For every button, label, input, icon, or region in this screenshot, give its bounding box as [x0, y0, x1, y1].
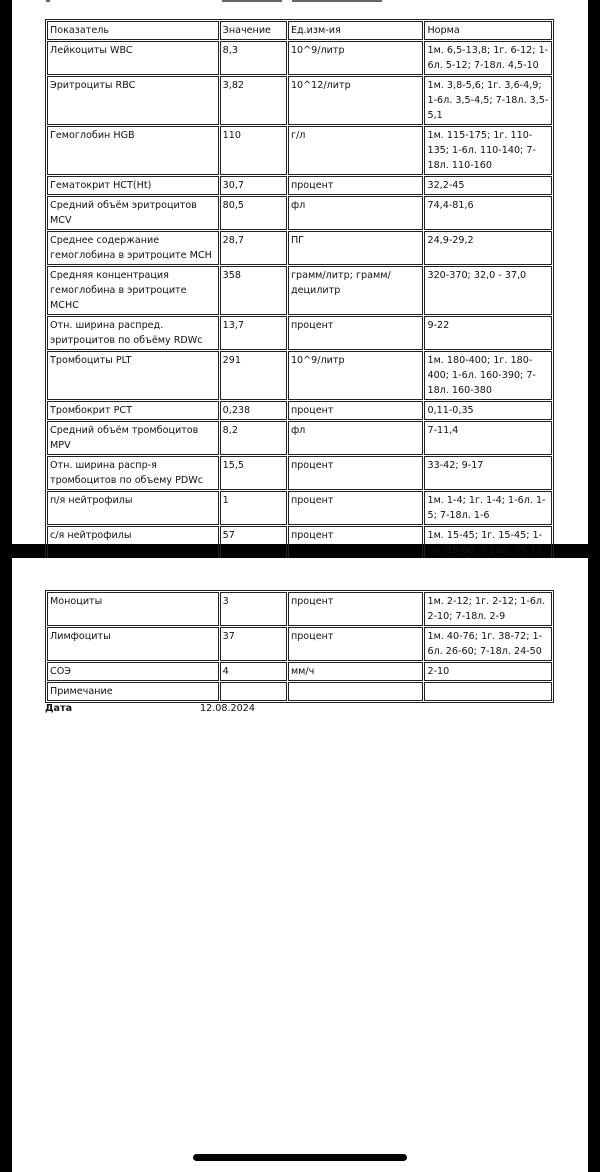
cell-value: 4	[220, 662, 287, 681]
table-row	[47, 41, 552, 75]
cell-indicator: СОЭ	[47, 662, 219, 681]
cell-indicator: Моноциты	[47, 592, 219, 626]
header-indicator: Показатель	[47, 21, 219, 40]
cell-indicator: Лимфоциты	[47, 627, 219, 661]
table-row	[47, 456, 552, 490]
cell-indicator: с/я нейтрофилы	[47, 526, 219, 560]
date-label: Дата	[45, 703, 73, 714]
cell-unit: мм/ч	[288, 662, 424, 681]
table-row	[47, 176, 552, 195]
cell-value: 3	[220, 592, 287, 626]
cell-indicator: Средняя концентрация гемоглобина в эритроците MCHC	[47, 266, 219, 315]
cell-unit: процент	[288, 526, 424, 560]
table-row	[47, 266, 552, 315]
cell-norm: 1м. 2-12; 1г. 2-12; 1-6л. 2-10; 7-18л. 2-9	[424, 592, 552, 626]
date-row	[45, 702, 255, 716]
table-header-row	[47, 21, 552, 40]
cell-norm: 1м. 180-400; 1г. 180-400; 1-6л. 160-390; 7-18л. 160-380	[424, 351, 552, 400]
cut-off-header-text	[12, 0, 588, 6]
cell-unit	[288, 682, 424, 701]
cell-norm: 9-22	[424, 316, 552, 350]
header-norm: Норма	[424, 21, 552, 40]
cell-unit: процент	[288, 316, 424, 350]
home-indicator-bar[interactable]	[193, 1154, 407, 1161]
cell-norm: 320-370; 32,0 - 37,0	[424, 266, 552, 315]
cell-unit: 10^9/литр	[288, 351, 424, 400]
document-page-2	[12, 558, 588, 1172]
cell-value: 0,238	[220, 401, 287, 420]
cell-norm: 24,9-29,2	[424, 231, 552, 265]
table-row	[47, 627, 552, 661]
cell-indicator: Гематокрит HCT(Ht)	[47, 176, 219, 195]
cell-norm: 7-11,4	[424, 421, 552, 455]
cell-value: 57	[220, 526, 287, 560]
cell-indicator: Лейкоциты WBC	[47, 41, 219, 75]
cell-indicator: Отн. ширина распр-я тромбоцитов по объему PDWc	[47, 456, 219, 490]
table-row	[47, 126, 552, 175]
cell-unit: грамм/литр; грамм/децилитр	[288, 266, 424, 315]
cell-indicator: Тромбокрит PCT	[47, 401, 219, 420]
cell-value: 110	[220, 126, 287, 175]
cell-norm: 1м. 3,8-5,6; 1г. 3,6-4,9; 1-6л. 3,5-4,5; 7-18л. 3,5-5,1	[424, 76, 552, 125]
document-page-1	[12, 0, 588, 556]
cell-norm: 0,11-0,35	[424, 401, 552, 420]
table-row	[47, 401, 552, 420]
cell-indicator: Эритроциты RBC	[47, 76, 219, 125]
cell-unit: ПГ	[288, 231, 424, 265]
cell-unit: фл	[288, 421, 424, 455]
table-row	[47, 682, 552, 701]
cell-value: 15,5	[220, 456, 287, 490]
cell-norm: 32,2-45	[424, 176, 552, 195]
table-row	[47, 76, 552, 125]
results-table-body	[47, 21, 552, 595]
cell-norm: 74,4-81,6	[424, 196, 552, 230]
cell-unit: фл	[288, 196, 424, 230]
cell-value: 358	[220, 266, 287, 315]
table-row	[47, 421, 552, 455]
cell-unit: 10^9/литр	[288, 41, 424, 75]
cell-unit: процент	[288, 627, 424, 661]
cell-value: 8,3	[220, 41, 287, 75]
cell-unit: процент	[288, 401, 424, 420]
cell-value: 28,7	[220, 231, 287, 265]
table-row	[47, 231, 552, 265]
header-unit: Ед.изм-ия	[288, 21, 424, 40]
date-value: 12.08.2024	[200, 703, 255, 714]
header-value: Значение	[220, 21, 287, 40]
table-row	[47, 491, 552, 525]
cell-value	[220, 682, 287, 701]
results-table-body-2	[47, 592, 552, 701]
cell-unit: процент	[288, 592, 424, 626]
cell-unit: г/л	[288, 126, 424, 175]
cell-value: 291	[220, 351, 287, 400]
cell-norm: 2-10	[424, 662, 552, 681]
table-row	[47, 316, 552, 350]
table-row	[47, 351, 552, 400]
cell-norm: 33-42; 9-17	[424, 456, 552, 490]
cell-norm: 1м. 115-175; 1г. 110-135; 1-6л. 110-140; 7-18л. 110-160	[424, 126, 552, 175]
cell-norm	[424, 682, 552, 701]
cell-norm: 1м. 6,5-13,8; 1г. 6-12; 1-6л. 5-12; 7-18л. 4,5-10	[424, 41, 552, 75]
cell-value: 30,7	[220, 176, 287, 195]
cell-value: 80,5	[220, 196, 287, 230]
table-row	[47, 662, 552, 681]
table-row	[47, 592, 552, 626]
cell-value: 1	[220, 491, 287, 525]
cell-indicator: Средний объём эритроцитов MCV	[47, 196, 219, 230]
cell-value: 13,7	[220, 316, 287, 350]
table-row	[47, 196, 552, 230]
cell-norm: 1м. 40-76; 1г. 38-72; 1-6л. 26-60; 7-18л. 24-50	[424, 627, 552, 661]
cell-unit: процент	[288, 176, 424, 195]
cell-unit: 10^12/литр	[288, 76, 424, 125]
cell-value: 8,2	[220, 421, 287, 455]
results-table-page-1	[45, 19, 554, 597]
cell-unit: процент	[288, 491, 424, 525]
cell-norm: 1м. 15-45; 1г. 15-45; 1-6л. 25-60; 7-18л. 35-72	[424, 526, 552, 560]
cell-indicator: Среднее содержание гемоглобина в эритроците MCH	[47, 231, 219, 265]
cell-indicator: Тромбоциты PLT	[47, 351, 219, 400]
cell-norm: 1м. 1-4; 1г. 1-4; 1-6л. 1-5; 7-18л. 1-6	[424, 491, 552, 525]
cell-indicator: Примечание	[47, 682, 219, 701]
cell-indicator: Гемоглобин HGB	[47, 126, 219, 175]
cell-unit: процент	[288, 456, 424, 490]
cell-indicator: Средний объём тромбоцитов MPV	[47, 421, 219, 455]
cell-value: 3,82	[220, 76, 287, 125]
cell-indicator: Отн. ширина распред. эритроцитов по объёму RDWc	[47, 316, 219, 350]
cell-indicator: п/я нейтрофилы	[47, 491, 219, 525]
results-table-page-2	[45, 590, 554, 703]
table-row	[47, 526, 552, 560]
cell-value: 37	[220, 627, 287, 661]
